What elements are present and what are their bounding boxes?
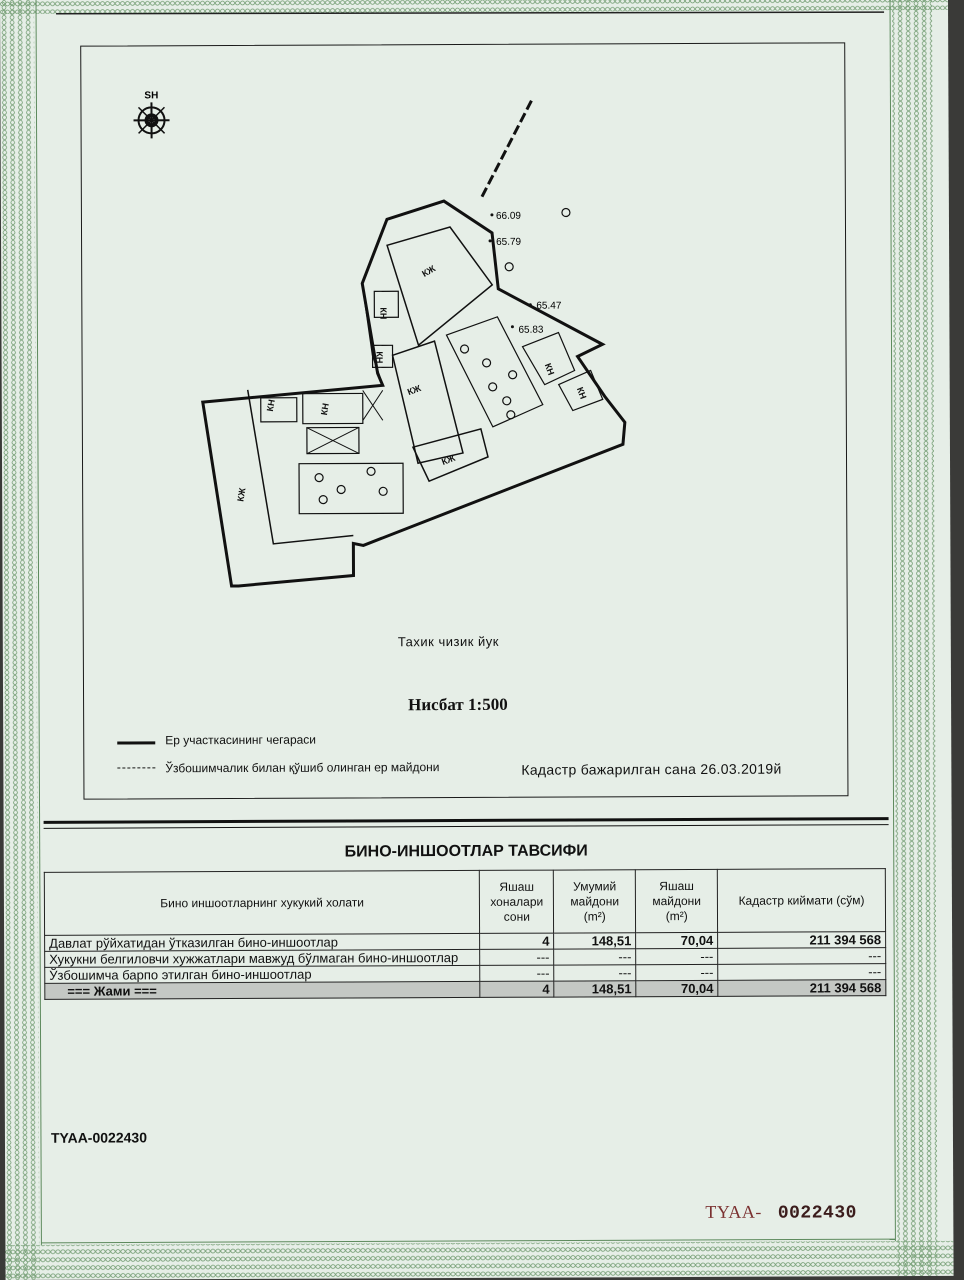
total-area: 148,51 [554,981,636,997]
legend-annexed-label: Ўзбошимчалик билан қўшиб олинган ер майдони [165,760,440,776]
table-header-row [44,869,885,936]
cell-rooms: --- [480,949,554,965]
column-header: Яшаш майдони (m²) [636,869,718,932]
elevation-label: 65.79 [496,236,522,248]
scale-label: Нисбат 1:500 [408,694,508,715]
column-header: Кадастр киймати (сўм) [717,869,885,933]
column-header: Бино иншоотларнинг хукукий холати [44,870,480,935]
cell-cadastre-value: --- [718,948,886,965]
cell-rooms: --- [480,965,554,981]
cell-living-area: 70,04 [636,932,718,948]
legend-solid-line [117,741,155,744]
row-label: Хукукни белгиловчи хужжатлари мавжуд бўлмаган бино-иншоотлар [45,949,480,967]
total-living-area: 70,04 [636,980,718,996]
total-rooms: 4 [480,981,554,997]
section-title: БИНО-ИНШООТЛАР ТАВСИФИ [344,842,588,861]
legend-dashed-line [117,767,155,768]
column-header: Умумий майдони (m²) [554,870,636,933]
serial-number: TYAA-0022430 [50,1129,147,1146]
column-header: Яшаш хоналари сони [480,870,554,933]
serial-number-stamp [705,1201,857,1224]
building-label: КЖ [440,452,457,467]
elevation-label: 65.47 [536,300,562,312]
table-total-row [45,980,886,1000]
elevation-label: 65.83 [518,324,544,336]
cell-cadastre-value: --- [718,964,886,981]
cell-living-area: --- [636,964,718,980]
site-plan-frame [80,42,848,799]
total-label: === Жами === [45,981,480,999]
building-label: КН [574,385,589,401]
buildings-table [44,868,887,1000]
serial-prefix: TYAA- [705,1201,762,1222]
cadastre-date: Кадастр бажарилган сана 26.03.2019й [521,760,782,778]
building-label: КЖ [405,382,423,398]
cell-living-area: --- [636,948,718,964]
building-label: КН [374,351,385,364]
building-label: КН [264,398,277,413]
total-cadastre-value: 211 394 568 [718,980,886,997]
cell-cadastre-value: 211 394 568 [718,932,886,949]
building-label: КЖ [420,263,438,279]
cell-total-area: --- [554,965,636,981]
north-label: SH [144,90,159,102]
building-label: КН [378,307,389,320]
serial-digits: 0022430 [777,1203,857,1224]
building-label: КН [542,361,557,377]
cell-rooms: 4 [480,933,554,949]
row-label: Ўзбошимча барпо этилган бино-иншоотлар [45,965,480,983]
compass-icon [133,102,169,138]
row-label: Давлат рўйхатидан ўтказилган бино-иншоотлар [45,933,480,951]
cell-total-area: 148,51 [554,933,636,949]
site-plan-drawing [81,43,847,798]
elevation-label: 66.09 [495,210,522,222]
cell-total-area: --- [554,949,636,965]
legend-boundary-label: Ер участкасининг чегараси [165,732,317,748]
street-label: Тахик чизик йук [397,633,499,650]
building-label: КЖ [235,487,248,503]
building-label: КН [318,402,331,416]
